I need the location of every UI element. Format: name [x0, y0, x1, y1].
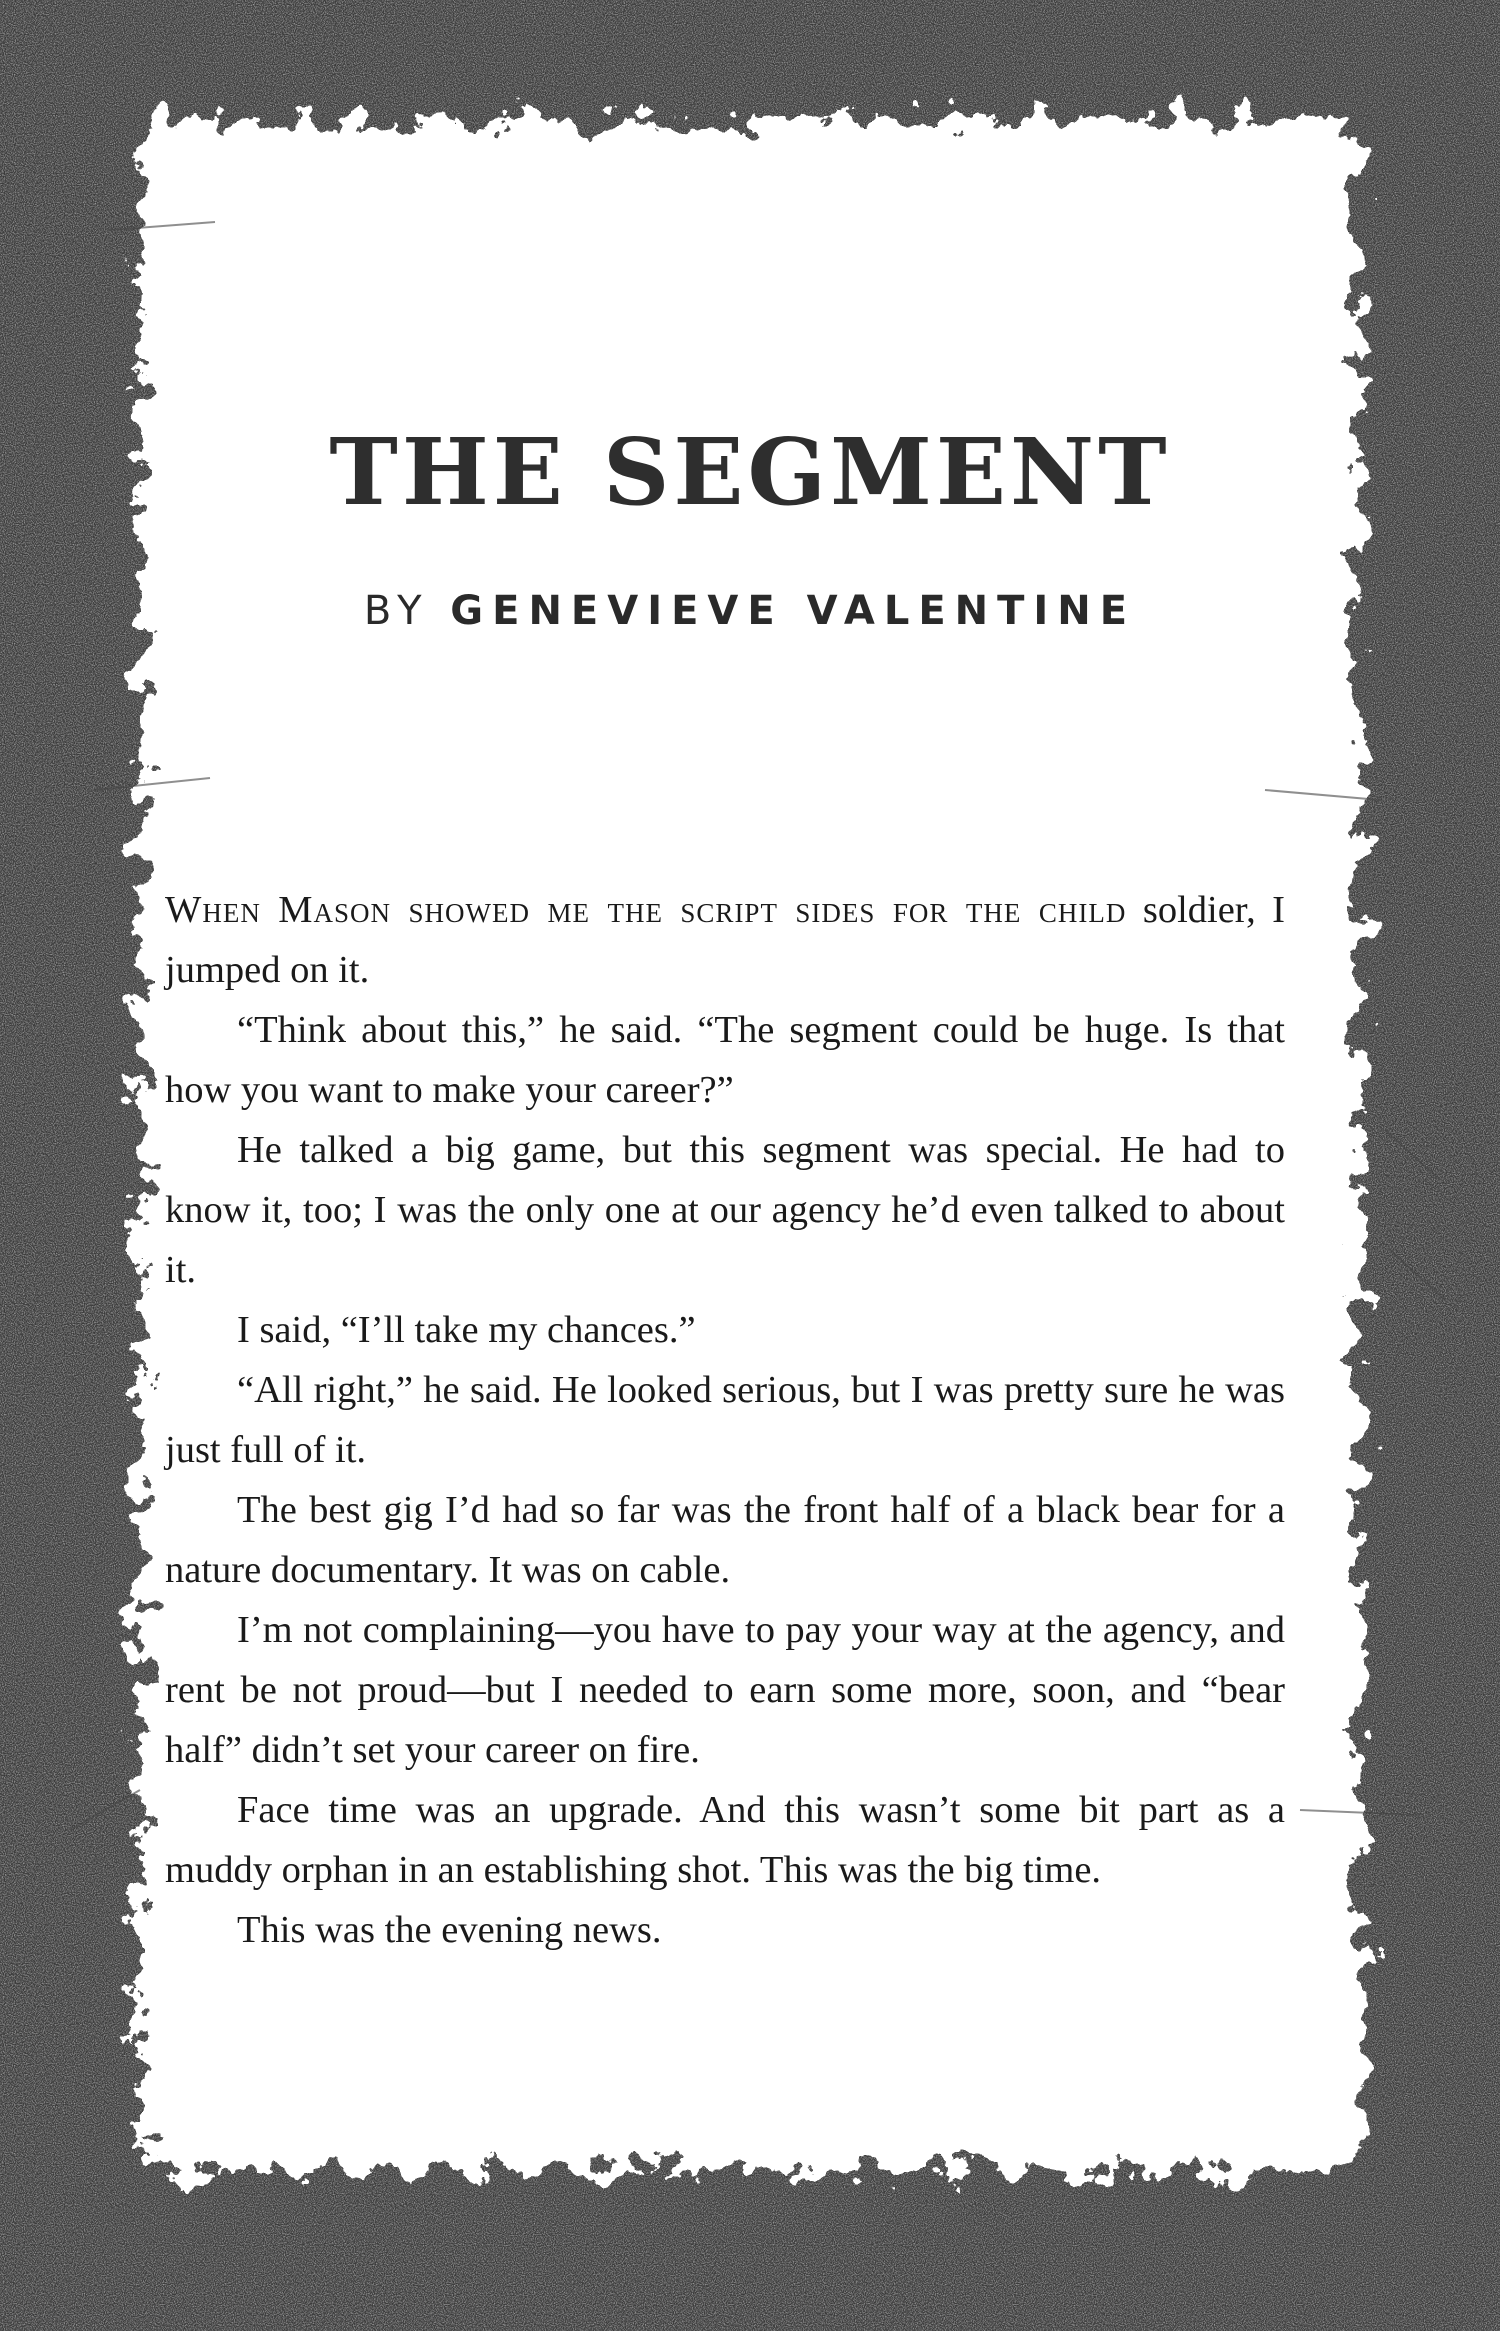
opening-smallcaps: When Mason showed me the script sides for the child [165, 889, 1127, 931]
story-paragraph-8: Face time was an upgrade. And this wasn’t some bit part as a muddy orphan in an establishing shot. This was the big time. [165, 1789, 1285, 1891]
story-paragraph-7: I’m not complaining—you have to pay your way at the agency, and rent be not proud—but I needed to earn some more, soon, and “bear half” didn’t set your career on fire. [165, 1609, 1285, 1771]
byline-prefix: BY [363, 588, 430, 634]
story-paragraph-3: He talked a big game, but this segment was special. He had to know it, too; I was the only one at our agency he’d even talked to about it. [165, 1129, 1285, 1291]
byline [0, 588, 1500, 634]
story-paragraph-4: I said, “I’ll take my chances.” [237, 1309, 696, 1351]
story-paragraph-1 [165, 880, 1285, 1000]
story-paragraph-6: The best gig I’d had so far was the front half of a black bear for a nature documentary. It was on cable. [165, 1489, 1285, 1591]
story-body [165, 880, 1285, 1960]
author-name: GENEVIEVE VALENTINE [450, 588, 1137, 634]
story-paragraph-9: This was the evening news. [237, 1909, 662, 1951]
opening-rest: soldier, I jumped on it. [165, 889, 1286, 991]
story-title: THE SEGMENT [329, 418, 1171, 526]
story-paragraph-2: “Think about this,” he said. “The segment could be huge. Is that how you want to make your career?” [165, 1009, 1285, 1111]
story-paragraph-5: “All right,” he said. He looked serious, but I was pretty sure he was just full of it. [165, 1369, 1285, 1471]
